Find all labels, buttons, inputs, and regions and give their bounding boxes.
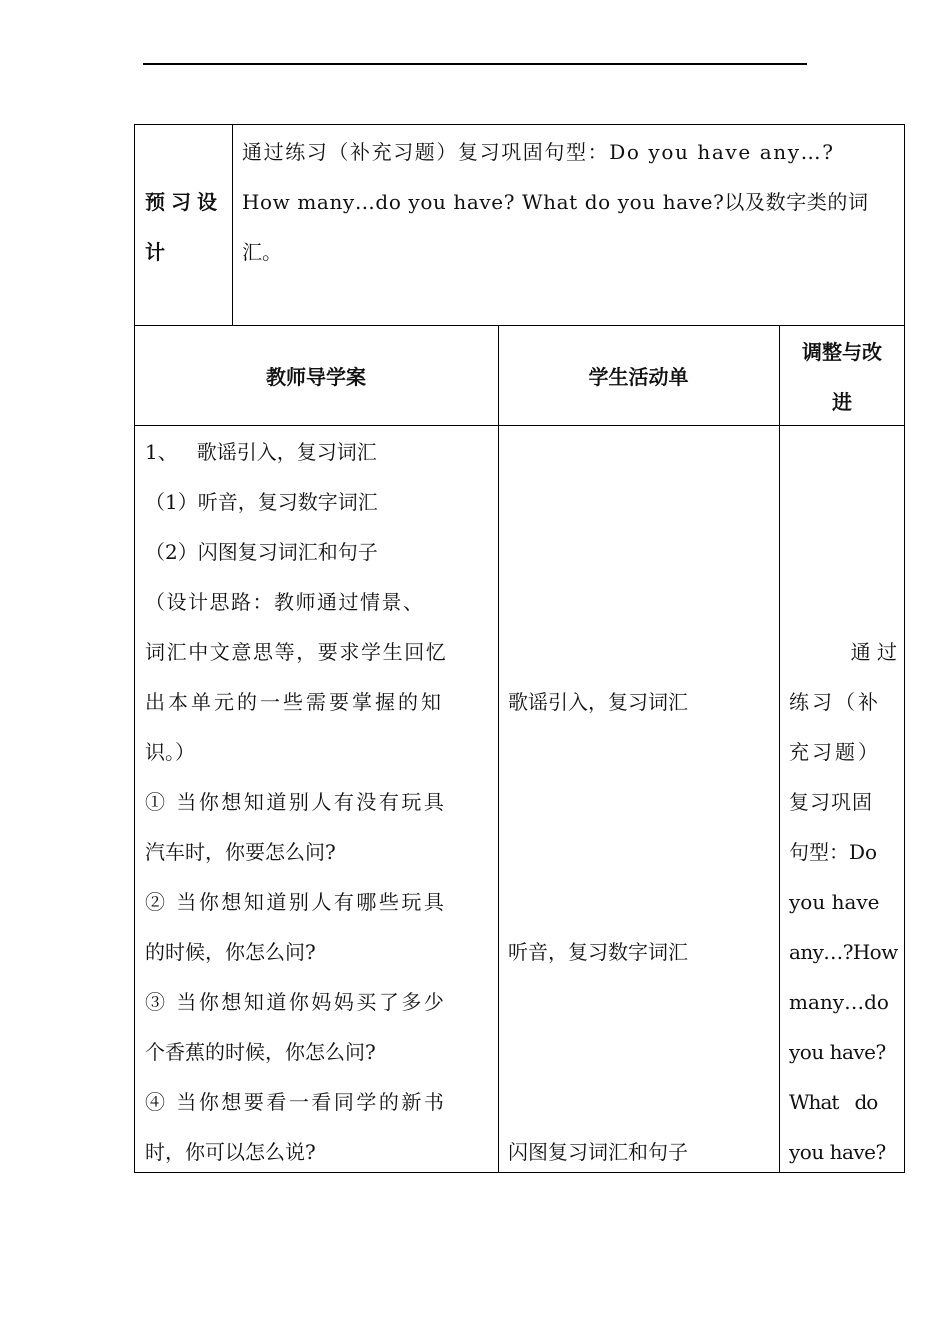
teacher-line: 词汇中文意思等，要求学生回忆 [145, 640, 448, 664]
column-header-teacher: 教师导学案 [266, 365, 366, 389]
teacher-line: （设计思路：教师通过情景、 [145, 590, 425, 614]
student-item: 闪图复习词汇和句子 [508, 1140, 688, 1164]
preview-text-line-3: 汇。 [242, 240, 282, 264]
teacher-line: ② 当你想知道别人有哪些玩具 [145, 890, 447, 914]
preview-text-line-1: 通过练习（补充习题）复习巩固句型：Do you have any…? [242, 140, 835, 164]
adjust-line: 练习（补 [789, 690, 881, 714]
teacher-line: ③ 当你想知道你妈妈买了多少 [145, 990, 447, 1014]
teacher-line: 识。） [145, 740, 195, 764]
student-item: 歌谣引入，复习词汇 [508, 690, 688, 714]
column-divider-2 [779, 325, 780, 1173]
adjust-line: 充习题） [789, 740, 881, 764]
column-header-student: 学生活动单 [588, 365, 689, 389]
adjust-line: 句型：Do [789, 840, 878, 864]
preview-text-line-2: How many…do you have? What do you have?以及数字类的词 [242, 190, 869, 214]
teacher-line: 1、 歌谣引入，复习词汇 [145, 440, 377, 464]
column-header-adjust-line2: 进 [832, 390, 852, 414]
column-header-adjust-line1: 调整与改 [802, 340, 882, 364]
preview-divider [232, 124, 233, 326]
adjust-line: 通 过 [850, 640, 897, 664]
teacher-line: 的时候，你怎么问? [145, 940, 316, 964]
teacher-line: （1）听音，复习数字词汇 [145, 490, 378, 514]
teacher-line: 出本单元的一些需要掌握的知 [145, 690, 444, 714]
teacher-line: （2）闪图复习词汇和句子 [145, 540, 378, 564]
teacher-line: 个香蕉的时候，你怎么问? [145, 1040, 376, 1064]
teacher-line: 汽车时，你要怎么问? [145, 840, 336, 864]
teacher-line: ④ 当你想要看一看同学的新书 [145, 1090, 447, 1114]
teacher-line: ① 当你想知道别人有没有玩具 [145, 790, 447, 814]
adjust-line: many…do [789, 990, 889, 1014]
student-item: 听音，复习数字词汇 [508, 940, 688, 964]
preview-label-line1: 预习设 [145, 190, 223, 214]
adjust-line: you have [789, 890, 880, 914]
header-rule [143, 63, 807, 65]
adjust-line: What do [789, 1090, 878, 1114]
adjust-line: you have? [789, 1140, 886, 1164]
column-divider-1 [498, 325, 499, 1173]
adjust-line: 复习巩固 [789, 790, 873, 814]
adjust-line: any…?How [789, 940, 898, 964]
preview-label-line2: 计 [145, 240, 165, 264]
teacher-line: 时，你可以怎么说? [145, 1140, 316, 1164]
adjust-line: you have? [789, 1040, 886, 1064]
